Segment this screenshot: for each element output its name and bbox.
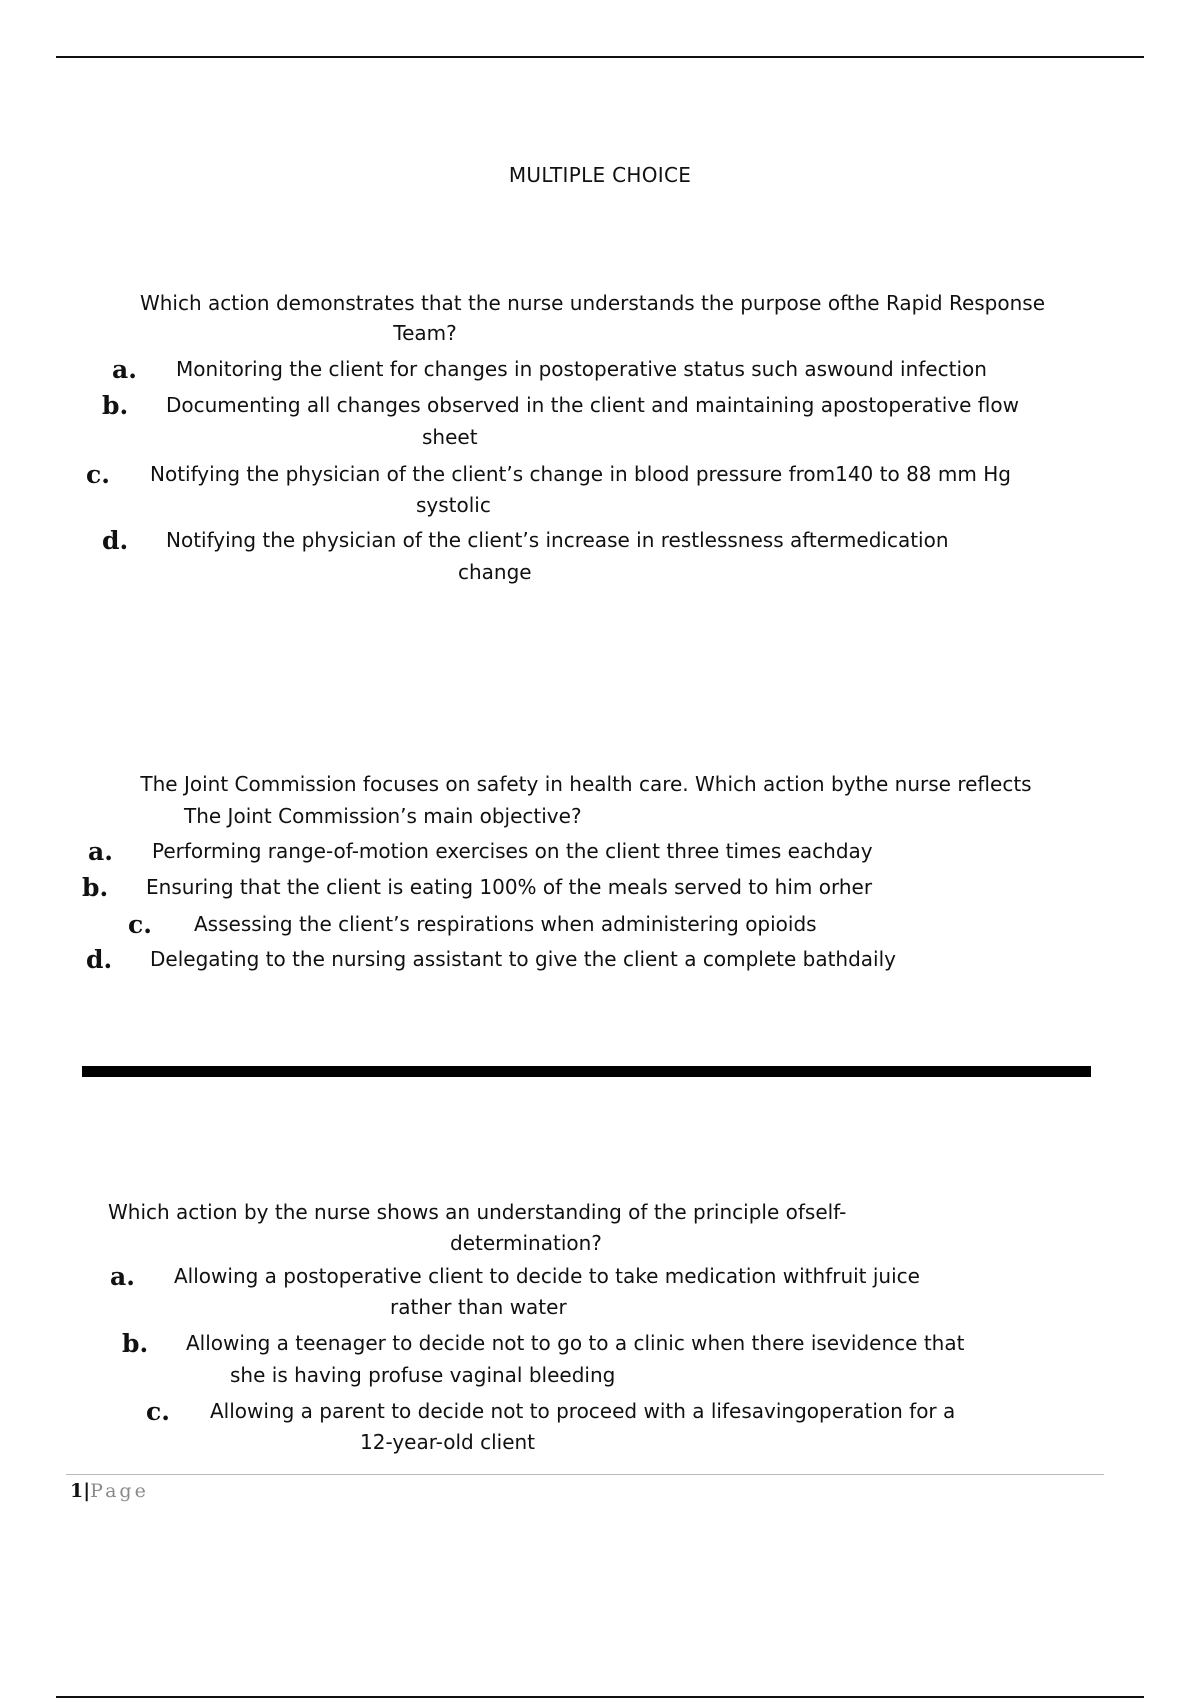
option-letter: b. [102, 391, 129, 420]
question-2-option-d: Delegating to the nursing assistant to give the client a complete bathdaily [150, 947, 896, 971]
question-1-option-c-cont: systolic [416, 493, 491, 517]
header-rule [56, 56, 1144, 58]
option-letter: a. [88, 837, 113, 866]
footer-bottom-rule [56, 1696, 1144, 1698]
question-3-option-a: Allowing a postoperative client to decide to take medication withfruit juice [174, 1264, 920, 1288]
question-3-option-b: Allowing a teenager to decide not to go to a clinic when there isevidence that [186, 1331, 965, 1355]
page-footer [70, 1480, 149, 1502]
footer-rule [66, 1474, 1104, 1475]
question-3-option-a-cont: rather than water [390, 1295, 567, 1319]
question-2-stem-line2: The Joint Commission’s main objective? [184, 804, 582, 828]
option-letter: a. [112, 355, 137, 384]
option-letter: c. [86, 460, 110, 489]
option-letter: a. [110, 1262, 135, 1291]
question-1-option-b-cont: sheet [422, 425, 478, 449]
question-3-option-b-cont: she is having profuse vaginal bleeding [230, 1363, 616, 1387]
page-title: MULTIPLE CHOICE [508, 163, 692, 187]
option-letter: d. [86, 945, 113, 974]
option-letter: c. [146, 1397, 170, 1426]
question-3-stem-line2: determination? [450, 1231, 602, 1255]
option-letter: c. [128, 910, 152, 939]
question-1-stem-line1: Which action demonstrates that the nurse understands the purpose ofthe Rapid Response [139, 291, 1046, 315]
page-label: Page [90, 1480, 149, 1502]
question-1-option-d-cont: change [458, 560, 532, 584]
question-2-option-b: Ensuring that the client is eating 100% of the meals served to him orher [146, 875, 873, 899]
question-2-stem-line1: The Joint Commission focuses on safety in health care. Which action bythe nurse reflects [140, 772, 1032, 796]
question-3-option-c: Allowing a parent to decide not to proceed with a lifesavingoperation for a [210, 1399, 956, 1423]
question-3-option-c-cont: 12-year-old client [360, 1430, 536, 1454]
question-1-stem-line2: Team? [393, 321, 457, 345]
question-2-option-a: Performing range-of-motion exercises on the client three times eachday [152, 839, 873, 863]
question-1-option-b: Documenting all changes observed in the client and maintaining apostoperative flow [166, 393, 1019, 417]
question-1-option-d: Notifying the physician of the client’s increase in restlessness aftermedication [166, 528, 949, 552]
question-1-option-c: Notifying the physician of the client’s change in blood pressure from140 to 88 mm Hg [150, 462, 1011, 486]
option-letter: b. [122, 1329, 149, 1358]
question-3-stem-line1: Which action by the nurse shows an understanding of the principle ofself- [108, 1200, 847, 1224]
page-number: 1 [70, 1480, 84, 1502]
page-separator: | [83, 1480, 91, 1502]
section-divider [82, 1066, 1091, 1077]
option-letter: d. [102, 526, 129, 555]
option-letter: b. [82, 873, 109, 902]
question-1-option-a: Monitoring the client for changes in postoperative status such aswound infection [176, 357, 987, 381]
question-2-option-c: Assessing the client’s respirations when administering opioids [194, 912, 817, 936]
